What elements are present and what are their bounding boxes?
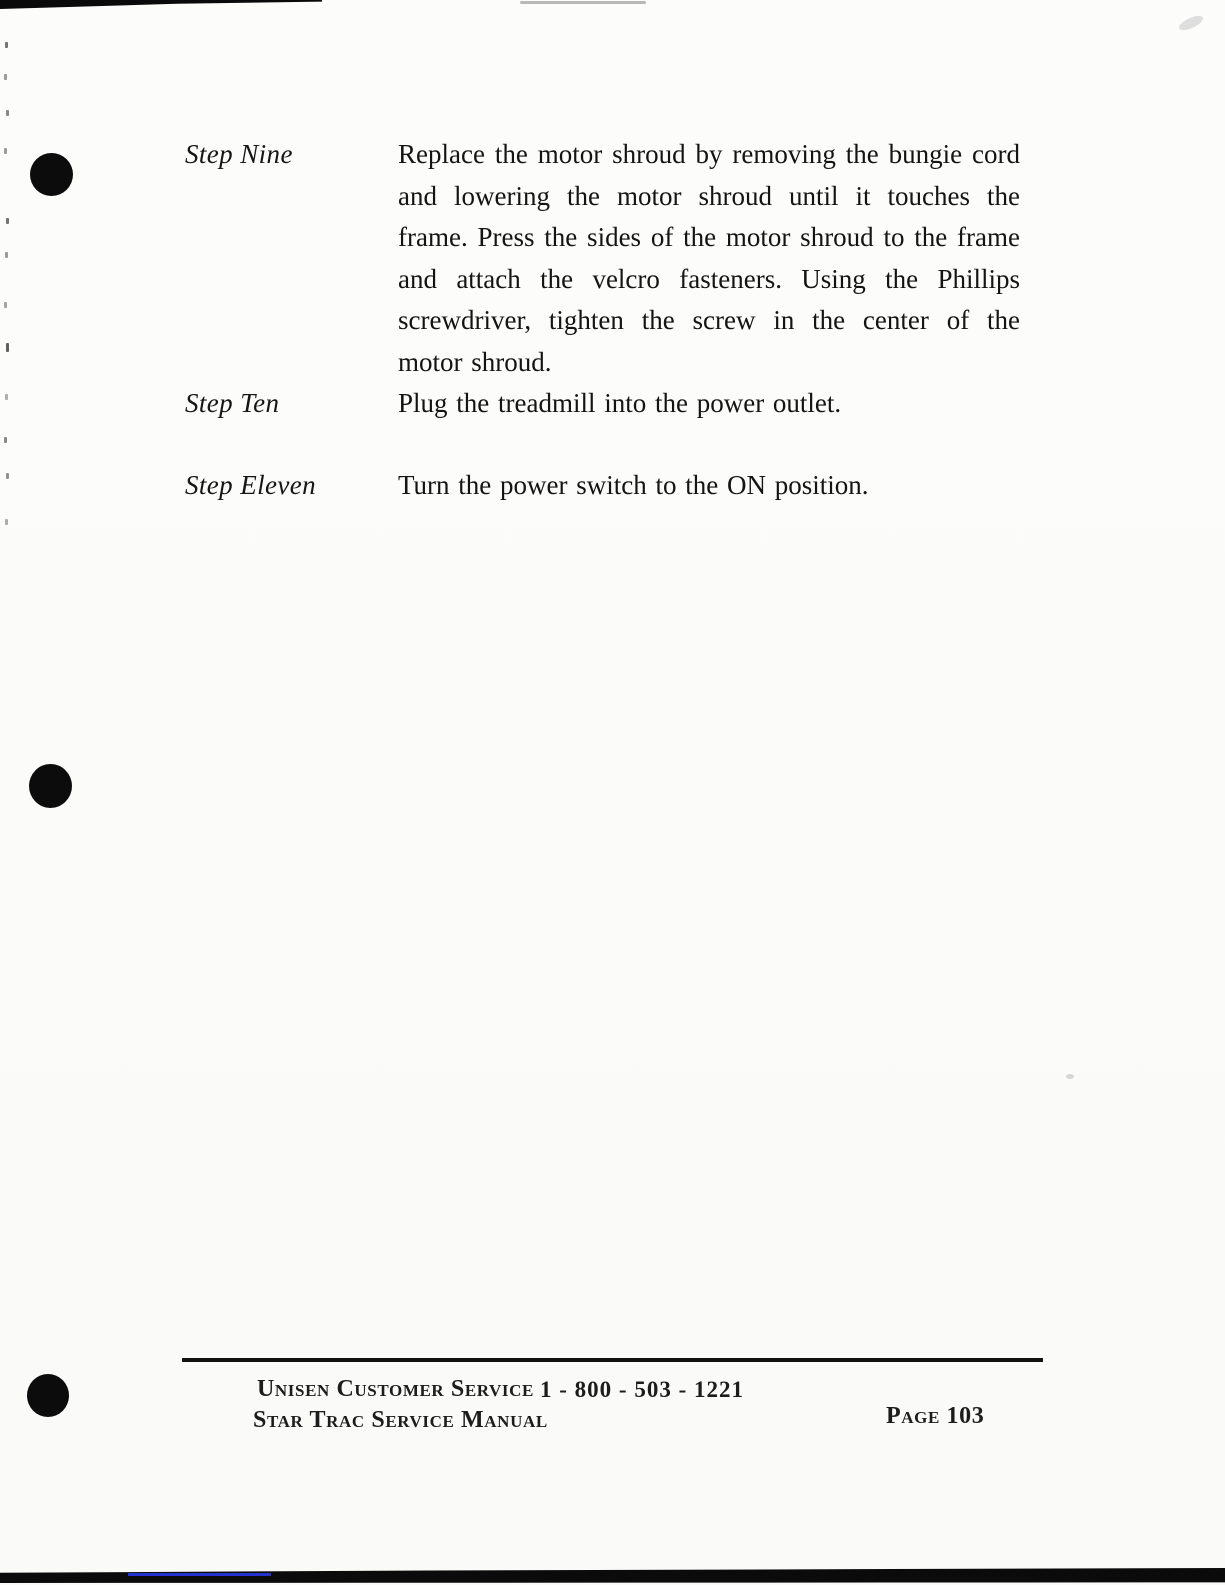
hole-punch (29, 764, 72, 808)
step-instructions: Turn the power switch to the ON position. (398, 470, 869, 500)
hole-punch (30, 153, 73, 196)
scan-edge-speck (6, 218, 9, 224)
scan-edge-speck (4, 302, 7, 308)
scan-speck-artifact (1066, 1074, 1074, 1079)
scan-edge-speck (4, 148, 7, 154)
hole-punch (27, 1374, 69, 1417)
scan-streak-artifact (520, 1, 646, 4)
scan-edge-speck (4, 437, 7, 443)
scan-edge-artifact-top (0, 0, 322, 9)
scan-edge-speck (6, 110, 9, 116)
step-row-eleven (185, 465, 1020, 507)
step-instructions: Replace the motor shroud by removing the bungie cord and lowering the motor shroud until it touches the frame. Press the sides of the motor shroud to the frame and attach the velcro fasteners. Using the Phillips screwdriver, tighten the screw in the center of the motor shroud. (398, 139, 1020, 377)
footer-phone-number: 1 - 800 - 503 - 1221 (540, 1377, 744, 1402)
step-label: Step Ten (185, 388, 280, 418)
scan-edge-speck (6, 343, 9, 352)
step-row-nine (185, 134, 1020, 383)
step-label: Step Eleven (185, 470, 317, 500)
step-instructions: Plug the treadmill into the power outlet. (398, 388, 842, 418)
scan-edge-speck (4, 74, 7, 80)
footer-manual-name: Star Trac Service Manual (253, 1407, 548, 1433)
scan-blue-line-artifact (128, 1573, 271, 1576)
footer-service-name: Unisen Customer Service (257, 1376, 534, 1402)
footer-page-number: Page 103 (886, 1403, 985, 1429)
step-row-ten (185, 383, 1020, 425)
scan-edge-speck (5, 252, 8, 258)
scan-edge-speck (5, 394, 8, 400)
scan-edge-speck (6, 473, 9, 479)
step-label: Step Nine (185, 139, 293, 169)
footer-divider-rule (182, 1358, 1043, 1362)
scan-smudge-artifact (1177, 13, 1205, 33)
scan-edge-speck (5, 519, 8, 525)
scan-edge-speck (5, 42, 8, 48)
